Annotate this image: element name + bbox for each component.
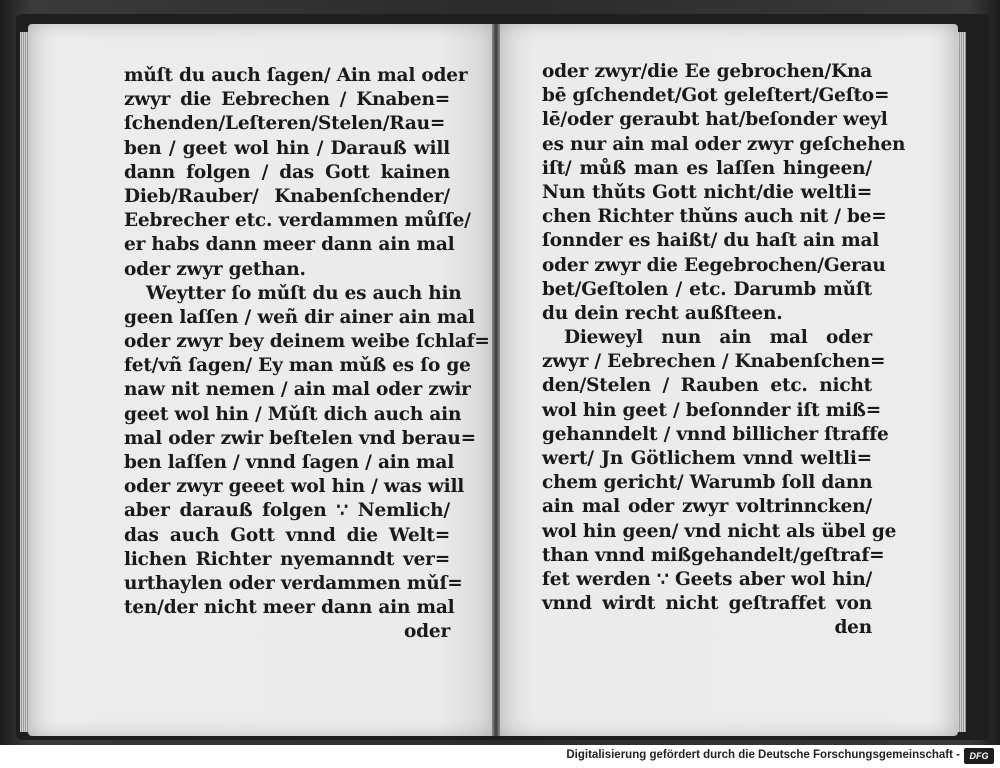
left-line-19: aber darauß folgen ∵ Nemlich/ xyxy=(124,500,450,522)
right-line-3: lē/oder geraubt hat/beſonder weyl xyxy=(542,109,888,131)
left-line-7: Eebrecher etc. verdammen můſſe/ xyxy=(124,210,471,232)
left-line-17: ben laſſen / vnnd ſagen / ain mal xyxy=(124,452,455,473)
right-page-text xyxy=(542,60,906,641)
left-line-20: das auch Gott vnnd die Welt= xyxy=(124,524,450,546)
right-line-1: oder zwyr/die Ee gebrochen/Kna xyxy=(542,61,872,82)
right-line-7: chen Richter thǔns auch nit / be= xyxy=(542,206,887,228)
right-line-13: zwyr / Eebrechen / Knabenſchen= xyxy=(542,351,886,373)
right-line-11: du dein recht außſteen. xyxy=(542,302,783,324)
left-line-15: geet wol hin / Mǔſt dich auch ain xyxy=(124,403,462,425)
left-line-21: lichen Richter nyemanndt ver= xyxy=(124,548,450,570)
right-line-17: wert/ Jn Götlichem vnnd weltli= xyxy=(542,448,872,469)
left-line-14: naw nit nemen / ain mal oder zwir xyxy=(124,379,471,401)
dfg-logo: DFG xyxy=(964,748,994,764)
left-line-3: ſchenden/Leſteren/Stelen/Rau= xyxy=(124,113,446,135)
right-line-15: wol hin geet / beſonnder iſt miß= xyxy=(542,399,882,421)
right-line-5: iſt/ můß man es laſſen hingeen/ xyxy=(542,157,872,179)
left-line-13: fet/vñ ſagen/ Ey man mǔß es ſo ge xyxy=(124,355,471,377)
left-line-1: mǔſt du auch ſagen/ Ain mal oder xyxy=(124,65,468,86)
right-line-18: chem gericht/ Warumb ſoll dann xyxy=(542,472,873,494)
left-catchword: oder xyxy=(404,621,450,643)
left-line-4: ben / geet wol hin / Darauß will xyxy=(124,137,450,159)
left-line-23: ten/der nicht meer dann ain mal xyxy=(124,597,455,619)
right-line-14: den/Stelen / Rauben etc. nicht xyxy=(542,375,872,397)
right-line-2: bē gſchendet/Got geleſtert/Geſto= xyxy=(542,85,890,107)
left-line-2: zwyr die Eebrechen / Knaben= xyxy=(124,89,450,111)
left-line-16: mal oder zwir beſtelen vnd berau= xyxy=(124,427,476,449)
left-line-18: oder zwyr geeet wol hin / was will xyxy=(124,476,465,498)
right-line-16: gehanndelt / vnnd billicher ſtraffe xyxy=(542,423,889,445)
right-line-23: vnnd wirdt nicht geſtraffet von xyxy=(542,593,872,615)
left-line-6: Dieb/Rauber/ Knabenſchender/ xyxy=(124,185,450,207)
right-line-8: ſonnder es haißt/ du haſt ain mal xyxy=(542,230,880,252)
right-line-9: oder zwyr die Eegebrochen/Gerau xyxy=(542,254,886,276)
digitization-footer xyxy=(0,745,1000,768)
right-line-4: es nur ain mal oder zwyr geſchehen xyxy=(542,133,906,155)
left-page-text xyxy=(124,64,490,645)
book-gutter xyxy=(492,24,500,736)
right-line-12: Dieweyl nun ain mal oder xyxy=(564,327,872,349)
left-line-9: oder zwyr gethan. xyxy=(124,258,306,280)
right-catchword: den xyxy=(834,617,872,639)
left-line-22: urthaylen oder verdammen mǔſ= xyxy=(124,572,463,594)
funding-credit: Digitalisierung gefördert durch die Deutsche Forschungsgemeinschaft - xyxy=(566,749,960,761)
right-line-19: ain mal oder zwyr voltrinncken/ xyxy=(542,496,872,518)
right-line-10: bet/Geſtolen / etc. Darumb mǔſt xyxy=(542,278,872,300)
left-line-5: dann folgen / das Gott kainen xyxy=(124,161,450,183)
right-line-20: wol hin geen/ vnd nicht als übel ge xyxy=(542,520,897,542)
left-line-8: er habs dann meer dann ain mal xyxy=(124,234,455,256)
left-line-12: oder zwyr bey deinem weibe ſchlaf= xyxy=(124,331,490,353)
left-line-11: geen laſſen / weñ dir ainer ain mal xyxy=(124,306,475,328)
right-line-22: fet werden ∵ Geets aber wol hin/ xyxy=(542,568,872,590)
left-line-10: Weytter ſo mǔſt du es auch hin xyxy=(146,282,462,304)
right-line-21: than vnnd mißgehandelt/geſtraf= xyxy=(542,544,885,566)
right-line-6: Nun thǔts Gott nicht/die weltli= xyxy=(542,181,872,203)
